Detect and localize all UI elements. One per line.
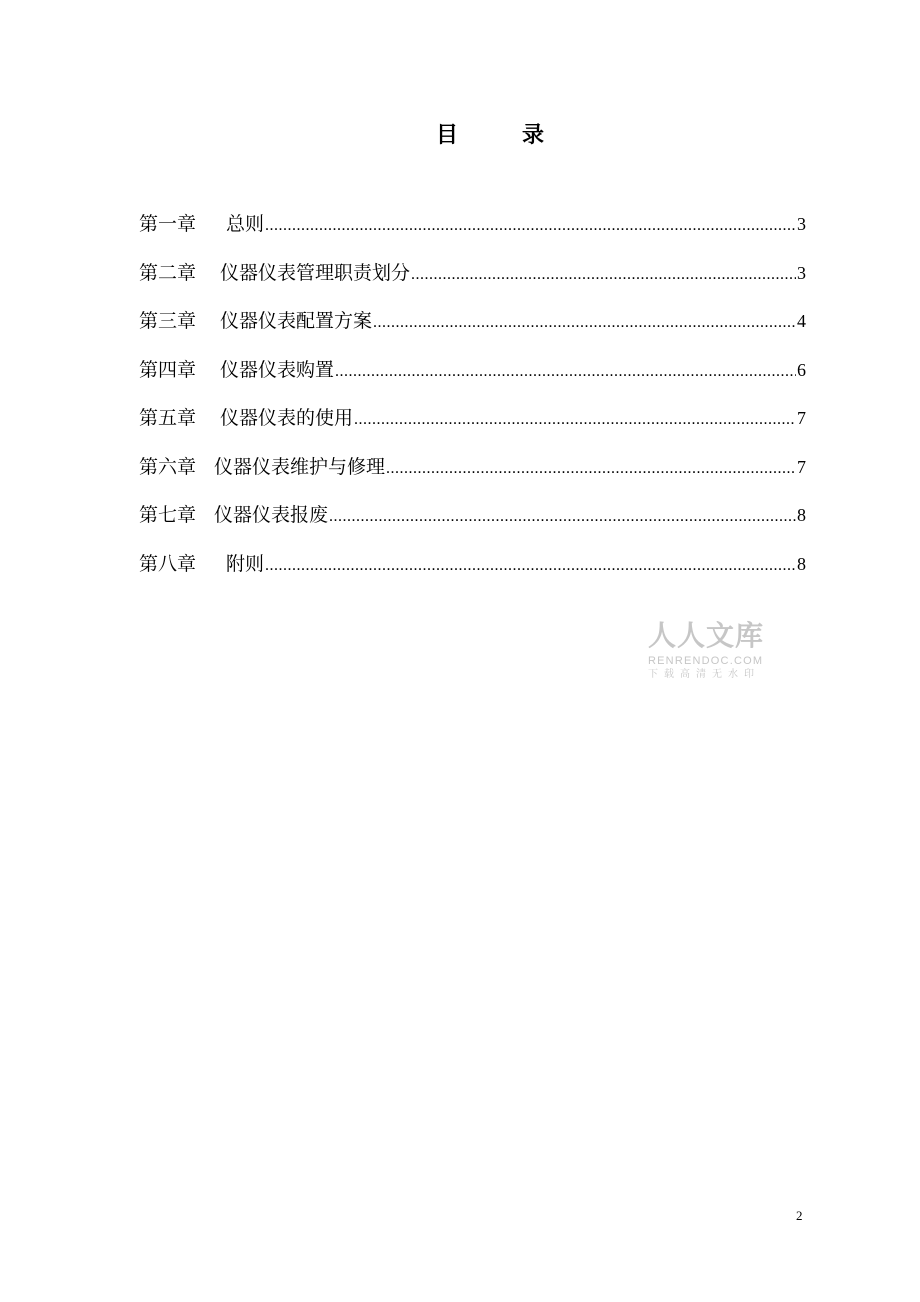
toc-entry-7[interactable] <box>139 504 806 553</box>
toc-page-number: 3 <box>797 214 806 234</box>
toc-title-part1: 目 <box>435 122 458 148</box>
toc-chapter-title: 仪器仪表配置方案 <box>220 310 373 332</box>
toc-dot-leader <box>411 264 796 286</box>
toc-chapter-title: 仪器仪表的使用 <box>220 407 354 429</box>
toc-chapter-title: 仪器仪表管理职责划分 <box>220 261 411 284</box>
toc-entry-4[interactable] <box>139 359 806 408</box>
toc-chapter-number: 第四章 <box>139 358 197 381</box>
toc-chapter-title: 附则 <box>226 552 265 575</box>
toc-dot-leader <box>335 361 796 383</box>
page-number: 2 <box>796 1208 803 1223</box>
toc-dot-leader <box>386 458 796 480</box>
toc-dot-leader <box>265 555 796 577</box>
toc-chapter-number: 第五章 <box>139 407 197 429</box>
toc-entry-2[interactable] <box>139 262 806 311</box>
toc-chapter-number: 第三章 <box>139 310 197 332</box>
toc-chapter-number: 第六章 <box>139 455 197 478</box>
toc-dot-leader <box>265 215 796 237</box>
toc-chapter-title: 总则 <box>226 213 265 235</box>
toc-title-part2: 录 <box>522 122 545 148</box>
table-of-contents <box>139 213 806 601</box>
toc-dot-leader <box>354 409 796 431</box>
toc-title <box>0 118 920 149</box>
toc-page-number: 7 <box>797 408 806 428</box>
toc-dot-leader <box>373 312 796 334</box>
toc-page-number: 8 <box>797 553 806 574</box>
toc-chapter-number: 第一章 <box>139 213 197 235</box>
toc-page-number: 3 <box>797 262 806 283</box>
toc-entry-8[interactable] <box>139 553 806 602</box>
watermark-main-text: 人人文库 <box>648 619 765 652</box>
watermark-logo <box>648 620 772 682</box>
toc-chapter-title: 仪器仪表报废 <box>214 504 329 526</box>
toc-page-number: 8 <box>797 505 806 525</box>
toc-dot-leader <box>329 506 796 528</box>
toc-entry-3[interactable] <box>139 310 806 359</box>
toc-entry-5[interactable] <box>139 407 806 456</box>
toc-page-number: 7 <box>797 456 806 477</box>
toc-chapter-number: 第八章 <box>139 552 197 575</box>
toc-page-number: 6 <box>797 359 806 380</box>
toc-chapter-number: 第七章 <box>139 504 197 526</box>
toc-chapter-title: 仪器仪表购置 <box>220 358 335 381</box>
toc-page-number: 4 <box>797 311 806 331</box>
watermark-subtext: 下载高清无水印 <box>648 669 760 680</box>
watermark-url: RENRENDOC.COM <box>648 655 764 667</box>
toc-chapter-title: 仪器仪表维护与修理 <box>214 455 386 478</box>
toc-chapter-number: 第二章 <box>139 261 197 284</box>
toc-entry-1[interactable] <box>139 213 806 262</box>
toc-entry-6[interactable] <box>139 456 806 505</box>
